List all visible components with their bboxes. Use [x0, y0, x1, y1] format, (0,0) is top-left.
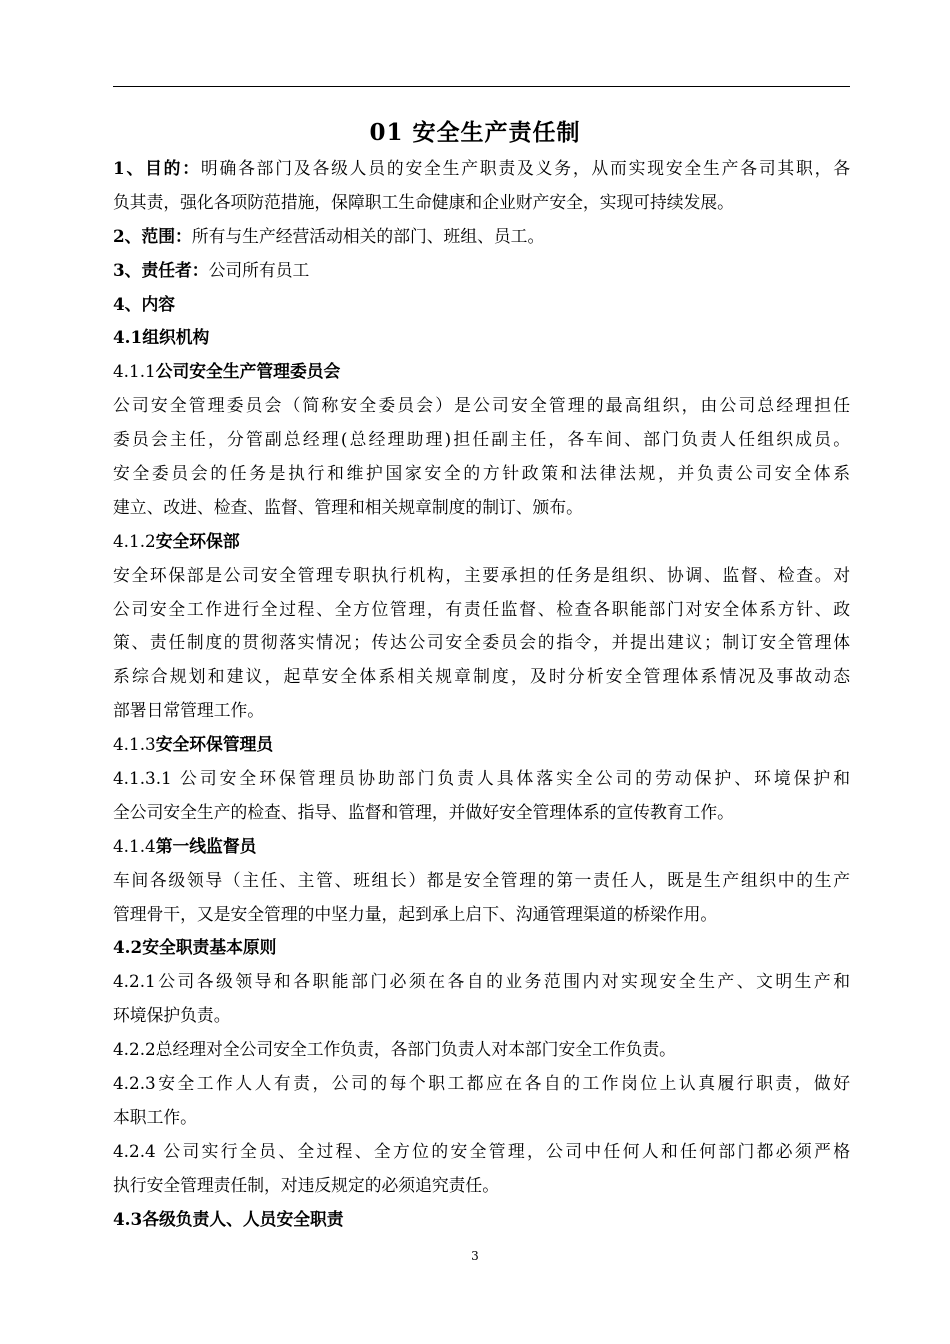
section-label: 公司安全生产管理委员会: [155, 361, 341, 382]
header-rule: [113, 86, 850, 87]
line-text: 策、责任制度的贯彻落实情况；传达公司安全委员会的指令，并提出建议；制订安全管理体: [113, 632, 850, 653]
section-label: 第一线监督员: [155, 835, 257, 856]
text-line: [113, 389, 850, 423]
line-text: 执行安全管理责任制，对违反规定的必须追究责任。: [113, 1174, 499, 1195]
text-line: [113, 491, 850, 525]
text-line: [113, 830, 850, 864]
text-line: [113, 1033, 850, 1067]
text-line: [113, 1101, 850, 1135]
text-line: [113, 1169, 850, 1203]
document-title: 01 安全生产责任制: [369, 119, 581, 146]
section-label: 安全环保管理员: [155, 734, 274, 755]
line-text: 全公司安全生产的检查、指导、监督和管理，并做好安全管理体系的宣传教育工作。: [113, 801, 734, 822]
section-label: 3、责任者：: [113, 259, 209, 280]
line-text: 系综合规划和建议，起草安全体系相关规章制度，及时分析安全管理体系情况及事故动态: [113, 666, 850, 687]
section-label: 1、目的：: [113, 158, 201, 178]
line-text: 4.1.3.1 公司安全环保管理员协助部门负责人具体落实全公司的劳动保护、环境保护和: [113, 768, 850, 789]
text-line: [113, 288, 850, 322]
text-line: [113, 1203, 850, 1237]
line-text: 所有与生产经营活动相关的部门、班组、员工。: [191, 225, 545, 246]
text-line: [113, 660, 850, 694]
line-text: 部署日常管理工作。: [113, 700, 265, 721]
section-label: 2、范围：: [113, 225, 192, 246]
line-text: 本职工作。: [113, 1106, 197, 1127]
text-line: [113, 864, 850, 898]
section-number: 4.1.1: [113, 361, 156, 382]
text-line: [113, 626, 850, 660]
text-line: [113, 898, 850, 932]
line-text: 公司所有员工: [208, 259, 310, 280]
text-line: [113, 694, 850, 728]
text-line: [113, 796, 850, 830]
text-line: [113, 152, 850, 186]
text-line: [113, 965, 850, 999]
text-line: [113, 999, 850, 1033]
text-line: [113, 254, 850, 288]
section-label: 4.1组织机构: [113, 327, 210, 348]
line-text: 4.2.4 公司实行全员、全过程、全方位的安全管理，公司中任何人和任何部门都必须严格: [113, 1140, 850, 1161]
section-label: 4、内容: [113, 293, 176, 314]
line-text: 负其责，强化各项防范措施，保障职工生命健康和企业财产安全，实现可持续发展。: [113, 191, 734, 212]
text-line: [113, 728, 850, 762]
section-number: 4.1.3: [113, 734, 156, 755]
line-text: 车间各级领导（主任、主管、班组长）都是安全管理的第一责任人，既是生产组织中的生产: [113, 869, 850, 890]
text-line: [113, 355, 850, 389]
text-line: [113, 457, 850, 491]
line-text: 4.2.1公司各级领导和各职能部门必须在各自的业务范围内对实现安全生产、文明生产和: [113, 971, 850, 992]
line-text: 明确各部门及各级人员的安全生产职责及义务，从而实现安全生产各司其职，各: [200, 158, 850, 178]
line-text: 公司安全管理委员会（简称安全委员会）是公司安全管理的最高组织，由公司总经理担任: [113, 395, 850, 416]
line-text: 4.2.2总经理对全公司安全工作负责，各部门负责人对本部门安全工作负责。: [113, 1039, 676, 1060]
text-line: [113, 559, 850, 593]
section-number: 4.1.2: [113, 530, 156, 551]
text-line: [113, 931, 850, 965]
line-text: 公司安全工作进行全过程、全方位管理，有责任监督、检查各职能部门对安全体系方针、政: [113, 598, 850, 619]
line-text: 委员会主任，分管副总经理(总经理助理)担任副主任，各车间、部门负责人任组织成员。: [113, 429, 850, 450]
line-text: 建立、改进、检查、监督、管理和相关规章制度的制订、颁布。: [113, 496, 583, 517]
section-label: 安全环保部: [155, 530, 240, 551]
document-body: [113, 152, 850, 1237]
text-line: [113, 220, 850, 254]
text-line: [113, 525, 850, 559]
text-line: [113, 321, 850, 355]
line-text: 安全委员会的任务是执行和维护国家安全的方针政策和法律法规，并负责公司安全体系: [113, 463, 850, 484]
text-line: [113, 762, 850, 796]
text-line: [113, 1067, 850, 1101]
section-number: 4.1.4: [113, 835, 156, 856]
line-text: 安全环保部是公司安全管理专职执行机构，主要承担的任务是组织、协调、监督、检查。对: [113, 564, 850, 585]
text-line: [113, 1135, 850, 1169]
text-line: [113, 593, 850, 627]
page-number: 3: [471, 1249, 479, 1263]
line-text: 环境保护负责。: [113, 1005, 231, 1026]
section-label: 4.2安全职责基本原则: [113, 937, 277, 958]
text-line: [113, 186, 850, 220]
line-text: 管理骨干，又是安全管理的中坚力量，起到承上启下、沟通管理渠道的桥梁作用。: [113, 903, 718, 924]
section-label: 4.3各级负责人、人员安全职责: [113, 1208, 344, 1229]
line-text: 4.2.3安全工作人人有责，公司的每个职工都应在各自的工作岗位上认真履行职责，做好: [113, 1073, 850, 1094]
text-line: [113, 423, 850, 457]
